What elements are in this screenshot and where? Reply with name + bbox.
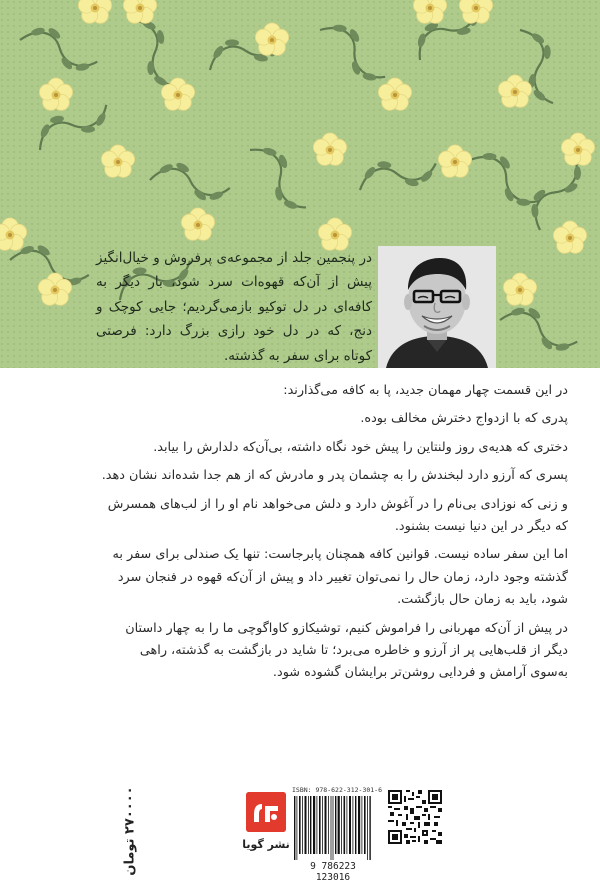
description-paragraph-3: دختری که هدیه‌ی روز ولنتاین را پیش خود نگاه داشته، بی‌آن‌که دلدارش را بیابد. — [153, 439, 568, 455]
description-paragraph-1: در این قسمت چهار مهمان جدید، پا به کافه می‌گذارند: — [283, 383, 568, 398]
description-paragraph-2: پدری که با ازدواج دخترش مخالف بوده. — [360, 411, 568, 427]
qr-code-image — [388, 790, 442, 844]
description-paragraph-7: در پیش از آن‌که مهربانی را فراموش کنیم، توشیکازو کاواگوچی ما را به چهار داستان دیگر از قلب‌هایی پر از آرزو و خاطره می‌برد؛ تا شاید در بازگشت به گذشته، راهی به‌سوی آرامش و فردایی روشن‌تر برایشان گشوده شود. — [125, 620, 568, 681]
description-paragraph-4: پسری که آرزو دارد لبخندش را به چشمان پدر و مادرش که از هم جدا شده‌اند نشان دهد. — [101, 468, 568, 484]
author-photo — [378, 246, 496, 368]
description-paragraph-5: و زنی که نوزادی بی‌نام را در آغوش دارد و دلش می‌خواهد نام او را از لب‌های همسرش که دیگر در این دنیا نیست بشنود. — [107, 496, 568, 535]
back-cover-description — [100, 380, 568, 691]
intro-blurb — [96, 246, 372, 370]
price-text: ۲۷۰۰۰۰ تومان — [122, 786, 138, 876]
publisher-name: نشر گویا — [242, 838, 290, 851]
author-portrait-image — [378, 246, 496, 368]
description-paragraph-6: اما این سفر ساده نیست. قوانین کافه همچنان پابرجاست: تنها یک صندلی برای سفر به گذشته وجود دارد، زمان حال را نمی‌توان تغییر داد و پیش از آن‌که قهوه در فنجان سرد شود، باید به زمان حال بازگشت. — [112, 547, 568, 608]
isbn-text: ISBN: 978-622-312-301-6 — [292, 786, 383, 794]
isbn-barcode — [292, 786, 383, 883]
barcode-bars — [292, 796, 374, 860]
price-label — [110, 786, 150, 876]
intro-text: در پنجمین جلد از مجموعه‌ی پرفروش و خیال‌انگیز پیش از آن‌که قهوه‌ات سرد شود، بار دیگر به کافه‌ای در دل توکیو بازمی‌گردیم؛ جایی کوچک و دنج، که در دل خود رازی بزرگ دارد: فرصتی کوتاه برای سفر به گذشته. — [96, 250, 372, 364]
qr-code — [388, 790, 442, 844]
publisher-logo-icon — [246, 792, 286, 832]
publisher-logo — [246, 792, 286, 832]
barcode-number: 9 786223 123016 — [310, 861, 356, 883]
